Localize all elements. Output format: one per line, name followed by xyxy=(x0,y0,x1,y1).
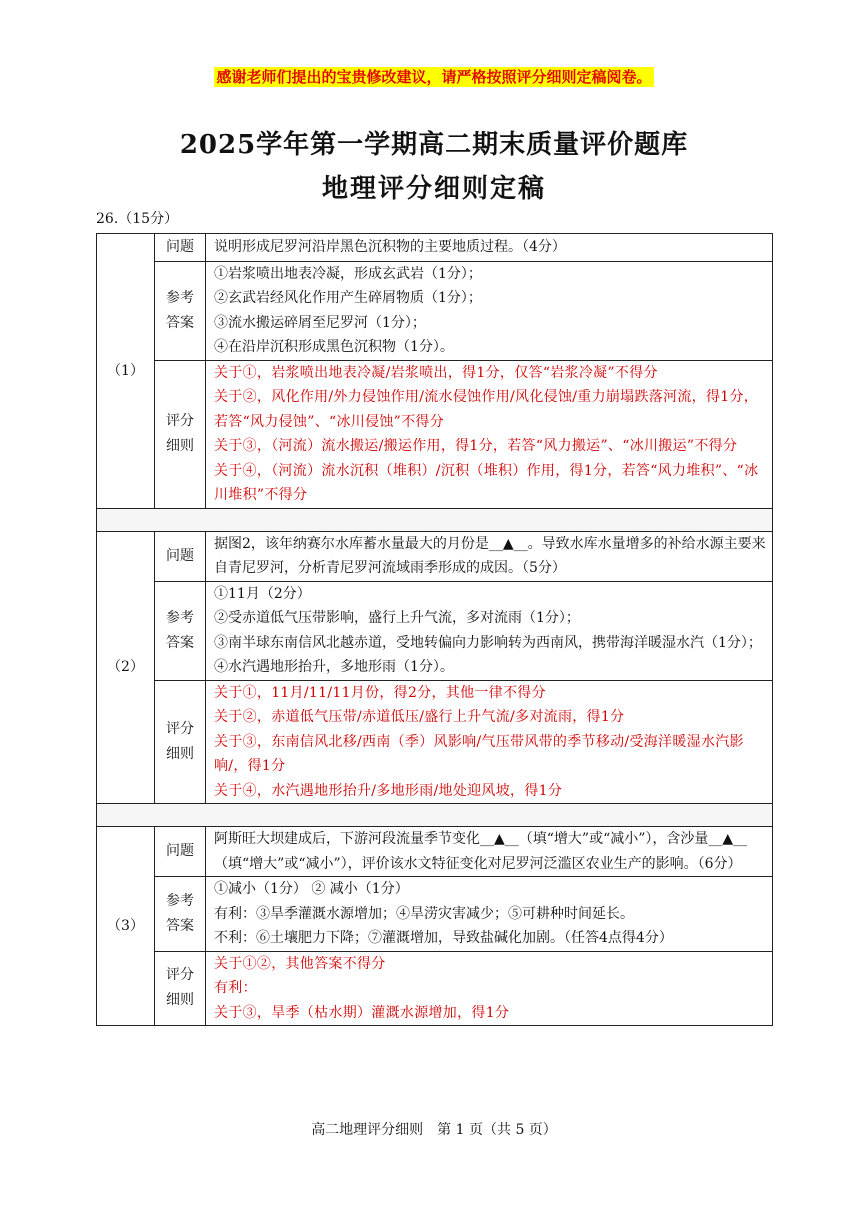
question-number: 26.（15分） xyxy=(96,211,179,227)
rubric-line: 关于①，11月/11/11月份，得2分，其他一律不得分 xyxy=(214,684,546,701)
question-label: 问题 xyxy=(155,827,206,877)
page-subtitle: 地理评分细则定稿 xyxy=(321,174,546,204)
rubric-line: 关于①，岩浆喷出地表冷凝/岩浆喷出，得1分，仅答“岩浆冷凝”不得分 xyxy=(214,364,658,381)
part3-answer xyxy=(206,877,773,952)
rubric-line: 关于②，赤道低气压带/赤道低压/盛行上升气流/多对流雨，得1分 xyxy=(214,709,625,725)
rubric-line: 关于③，旱季（枯水期）灌溉水源增加，得1分 xyxy=(214,1004,510,1021)
part2-answer xyxy=(206,581,773,680)
part1-answer-row xyxy=(97,261,773,360)
answer-line: ④水汽遇地形抬升，多地形雨（1分）。 xyxy=(214,659,454,675)
part2-id: （2） xyxy=(97,531,155,804)
separator-row xyxy=(97,508,773,531)
rubric-line: 关于③，东南信风北移/西南（季）风影响/气压带风带的季节移动/受海洋暖湿水汽影响/，得1分 xyxy=(214,733,744,774)
answer-label: 参考 答案 xyxy=(155,261,206,360)
rubric-label: 评分 细则 xyxy=(155,951,206,1026)
answer-line: ④在沿岸沉积形成黑色沉积物（1分）。 xyxy=(214,339,454,355)
rubric-line: 关于①②，其他答案不得分 xyxy=(214,955,386,972)
part2-rubric-row xyxy=(97,680,773,804)
rubric-line: 有利： xyxy=(214,980,257,996)
part3-answer-row xyxy=(97,877,773,952)
notice-text: 感谢老师们提出的宝贵修改建议，请严格按照评分细则定稿阅卷。 xyxy=(216,68,652,86)
part1-answer xyxy=(206,261,773,360)
part2-answer-row xyxy=(97,581,773,680)
rubric-label: 评分 细则 xyxy=(155,360,206,508)
notice-banner xyxy=(0,66,868,87)
part3-id: （3） xyxy=(97,827,155,1026)
rubric-line: 关于④，水汽遇地形抬升/多地形雨/地处迎风坡，得1分 xyxy=(214,782,563,799)
part2-rubric xyxy=(206,680,773,804)
part2-question: 据图2，该年纳赛尔水库蓄水量最大的月份是__▲__。导致水库水量增多的补给水源主要来自青尼罗河，分析青尼罗河流域雨季形成的成因。（5分） xyxy=(206,531,773,581)
answer-line: ②受赤道低气压带影响，盛行上升气流，多对流雨（1分）； xyxy=(214,610,580,626)
page-title: 2025学年第一学期高二期末质量评价题库 xyxy=(179,130,689,160)
rubric-label: 评分 细则 xyxy=(155,680,206,804)
question-label: 问题 xyxy=(155,234,206,262)
part1-question: 说明形成尼罗河沿岸黑色沉积物的主要地质过程。（4分） xyxy=(206,234,773,262)
answer-line: 有利：③旱季灌溉水源增加；④旱涝灾害减少；⑤可耕种时间延长。 xyxy=(214,905,634,922)
part3-rubric xyxy=(206,951,773,1026)
part1-rubric xyxy=(206,360,773,508)
answer-label: 参考 答案 xyxy=(155,581,206,680)
answer-line: ①岩浆喷出地表冷凝，形成玄武岩（1分）； xyxy=(214,265,482,282)
answer-line: ②玄武岩经风化作用产生碎屑物质（1分）； xyxy=(214,290,482,306)
part1-id: （1） xyxy=(97,234,155,509)
answer-line: ①11月（2分） xyxy=(214,585,311,602)
part1-rubric-row xyxy=(97,360,773,508)
rubric-line: 关于②，风化作用/外力侵蚀作用/流水侵蚀作用/风化侵蚀/重力崩塌跌落河流，得1分，若答“风力侵蚀”、“冰川侵蚀”不得分 xyxy=(214,389,759,430)
rubric-line: 关于④，（河流）流水沉积（堆积）/沉积（堆积）作用，得1分，若答“风力堆积”、“冰川堆积”不得分 xyxy=(214,462,759,503)
answer-label: 参考 答案 xyxy=(155,877,206,952)
part3-question-row xyxy=(97,827,773,877)
separator-row xyxy=(97,804,773,827)
part1-question-row xyxy=(97,234,773,262)
part3-rubric-row xyxy=(97,951,773,1026)
part2-question-row xyxy=(97,531,773,581)
answer-line: ③南半球东南信风北越赤道，受地转偏向力影响转为西南风，携带海洋暖湿水汽（1分）； xyxy=(214,634,762,651)
question-label: 问题 xyxy=(155,531,206,581)
answer-line: 不利：⑥土壤肥力下降；⑦灌溉增加，导致盐碱化加剧。（任答4点得4分） xyxy=(214,930,673,946)
rubric-line: 关于③，（河流）流水搬运/搬运作用，得1分，若答“风力搬运”、“冰川搬运”不得分 xyxy=(214,438,738,454)
answer-line: ③流水搬运碎屑至尼罗河（1分）； xyxy=(214,314,426,331)
answer-line: ①减小（1分） ② 减小（1分） xyxy=(214,881,409,897)
page-footer: 高二地理评分细则 第 1 页（共 5 页） xyxy=(311,1122,557,1138)
rubric-table xyxy=(96,233,773,1026)
part3-question: 阿斯旺大坝建成后，下游河段流量季节变化__▲__（填“增大”或“减小”），含沙量__▲__（填“增大”或“减小”），评价该水文特征变化对尼罗河泛滥区农业生产的影响。（6分） xyxy=(206,827,773,877)
